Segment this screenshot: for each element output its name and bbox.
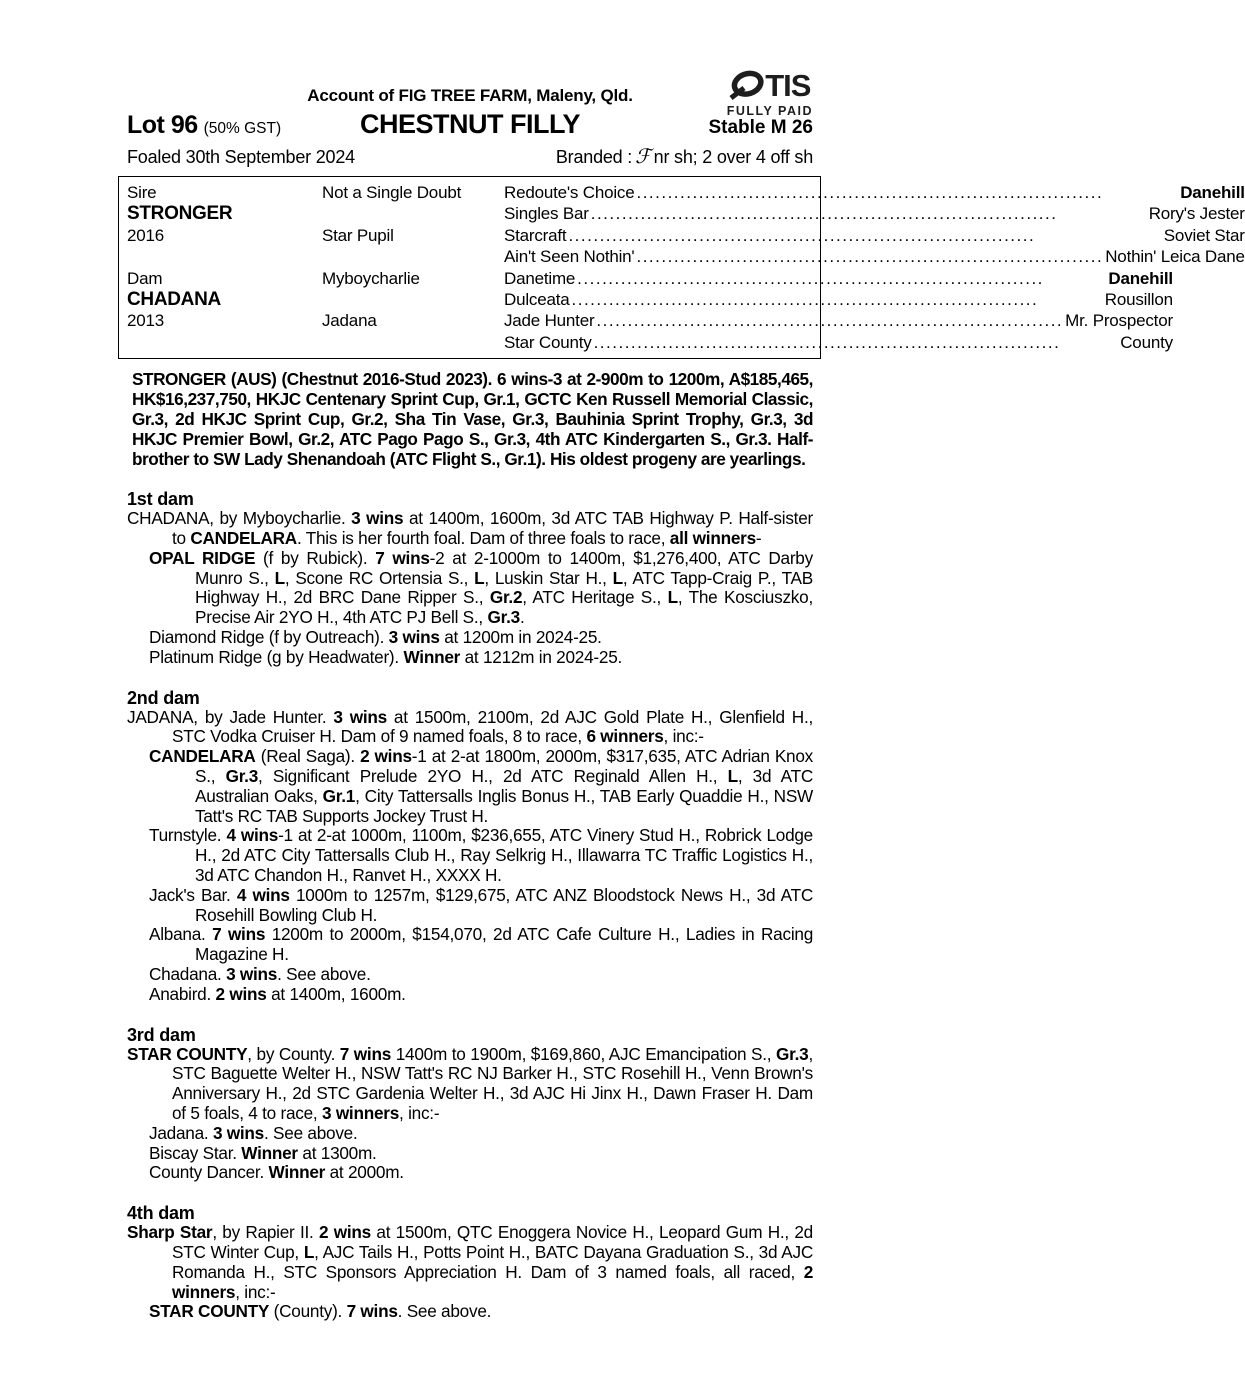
bold-text: 3 wins <box>333 706 387 727</box>
text: , City Tattersalls Inglis Bonus H., TAB Early Quaddie H., NSW Tatt's RC TAB Supports Jockey Trust H. <box>195 785 814 826</box>
bold-text: 6 winners <box>586 726 664 747</box>
text: -1 at 2-at 1800m, 2000m, $317,635, ATC Adrian Knox S., <box>195 746 813 787</box>
pedigree-ancestor-row <box>504 310 1173 331</box>
spacer <box>322 203 504 224</box>
pedigree-parent-name: Star Pupil <box>322 225 394 245</box>
dam-paragraph <box>127 708 813 748</box>
progeny-paragraph <box>127 1163 813 1183</box>
progeny-paragraph <box>127 925 813 965</box>
bold-text: CANDELARA <box>149 746 256 767</box>
dot-leader <box>577 268 1106 289</box>
pedigree-year: 2013 <box>127 311 165 331</box>
text: Platinum Ridge (g by Headwater). <box>149 646 404 667</box>
section-heading: 4th dam <box>127 1203 195 1224</box>
bold-text: Gr.1 <box>322 785 356 806</box>
bold-text: all winners <box>669 528 756 549</box>
dam-paragraph <box>127 1045 813 1124</box>
ancestor-dam-name: County <box>1120 332 1173 352</box>
text: (Real Saga). <box>255 746 361 767</box>
bold-text: Gr.3 <box>776 1043 809 1064</box>
text: , 3d ATC Australian Oaks, <box>195 766 813 806</box>
lot-number: Lot 96 <box>127 111 198 139</box>
text: , AJC Tails H., Potts Point H., BATC Dayana Graduation S., 3d AJC Romanda H., STC Sponsors Appreciation H. Dam of 3 named foals, all raced, <box>172 1241 813 1282</box>
ancestor-sire-name: Star County <box>504 332 592 352</box>
text: - <box>755 528 762 549</box>
text: Turnstyle. <box>149 825 227 846</box>
text: , inc:- <box>399 1102 440 1123</box>
section-heading: 3rd dam <box>127 1024 196 1045</box>
text: , by County. <box>247 1043 340 1064</box>
ancestor-sire-name: Redoute's Choice <box>504 183 635 202</box>
page-title: CHESTNUT FILLY <box>359 109 580 139</box>
branded-description: nr sh; 2 over 4 off sh <box>653 147 813 167</box>
pedigree-ancestor-row <box>504 289 1173 310</box>
dot-leader <box>636 182 1178 203</box>
pedigree-ancestor-row <box>504 225 1245 246</box>
text: . See above. <box>397 1301 492 1322</box>
gst-note: (50% GST) <box>203 120 282 137</box>
text: 1200m to 2000m, $154,070, 2d ATC Cafe Culture H., Ladies in Racing Magazine H. <box>195 924 814 965</box>
bold-text: Winner <box>403 646 461 667</box>
dot-leader <box>568 225 1161 246</box>
pedigree-parent-name: Jadana <box>322 311 377 331</box>
text: at 2000m. <box>325 1162 404 1183</box>
branded-label: Branded : <box>555 147 633 167</box>
qtis-fully-paid-label: FULLY PAID <box>726 104 813 118</box>
brand-mark-icon: ℱ <box>635 144 651 168</box>
branded-info <box>556 144 813 168</box>
bold-text: 7 wins <box>212 924 266 945</box>
pedigree-sections <box>127 489 813 1322</box>
foaled-date: Foaled 30th September 2024 <box>127 147 355 167</box>
bold-text: 4 wins <box>226 825 279 846</box>
pedigree-ancestor-row <box>504 246 1245 267</box>
qtis-logo-wordmark <box>727 68 813 104</box>
ancestor-dam-name: Danehill <box>1180 183 1245 202</box>
bold-text: 3 wins <box>351 508 404 529</box>
text: . This is her fourth foal. Dam of three foals to race, <box>296 528 670 549</box>
pedigree-role-label: Dam <box>127 268 163 288</box>
ancestor-sire-name: Dulceata <box>504 290 570 310</box>
ancestor-sire-name: Singles Bar <box>504 204 589 224</box>
section-heading: 1st dam <box>127 489 194 510</box>
bold-text: L <box>612 567 623 588</box>
text: 1400m to 1900m, $169,860, AJC Emancipation S., <box>391 1043 777 1064</box>
pedigree-parent-name: Not a Single Doubt <box>322 183 462 202</box>
qtis-logo-text: TIS <box>765 68 811 103</box>
text: , ATC Heritage S., <box>522 587 668 608</box>
text: , inc:- <box>235 1281 276 1302</box>
text: , inc:- <box>663 726 704 747</box>
bold-text: 3 winners <box>321 1102 400 1123</box>
text: (County). <box>269 1301 347 1322</box>
pedigree-generation-2 <box>322 268 504 354</box>
bold-text: 7 wins <box>346 1301 398 1322</box>
text: Jack's Bar. <box>149 884 237 905</box>
progeny-paragraph <box>127 1144 813 1164</box>
bold-text: 2 winners <box>172 1261 813 1302</box>
pedigree-generation-3 <box>504 268 1173 354</box>
text: at 1300m. <box>297 1142 377 1163</box>
text: Biscay Star. <box>149 1142 242 1163</box>
bold-text: Winner <box>268 1162 326 1183</box>
text: at 1200m in 2024-25. <box>439 627 602 648</box>
progeny-paragraph <box>127 886 813 926</box>
page-content <box>127 68 1245 1322</box>
text: County Dancer. <box>149 1162 269 1183</box>
bold-text: Gr.3 <box>487 607 520 628</box>
dam-section <box>127 688 813 1005</box>
pedigree-generation-1 <box>127 182 322 268</box>
text: , Significant Prelude 2YO H., 2d ATC Reginald Allen H., <box>258 766 728 787</box>
dam-paragraph <box>127 509 813 549</box>
dot-leader <box>636 246 1103 267</box>
progeny-paragraph <box>127 648 813 668</box>
text: Jadana. <box>149 1122 213 1143</box>
dam-section <box>127 489 813 667</box>
lot-title-row <box>127 109 813 140</box>
qtis-logo <box>727 68 813 118</box>
account-line: Account of FIG TREE FARM, Maleny, Qld. <box>307 86 633 105</box>
bold-text: L <box>274 567 285 588</box>
bold-text: 4 wins <box>236 884 290 905</box>
pedigree-block <box>127 268 1173 354</box>
bold-text: STAR COUNTY <box>127 1043 248 1064</box>
text: CHADANA, by Myboycharlie. <box>127 508 352 529</box>
text: Diamond Ridge (f by Outreach). <box>149 627 389 648</box>
progeny-paragraph <box>127 965 813 985</box>
ancestor-dam-name: Soviet Star <box>1163 225 1245 245</box>
text: at 1400m, 1600m. <box>266 983 406 1004</box>
progeny-paragraph <box>127 1124 813 1144</box>
pedigree-generation-1 <box>127 268 322 354</box>
bold-text: L <box>303 1241 315 1262</box>
progeny-paragraph <box>127 985 813 1005</box>
ancestor-sire-name: Jade Hunter <box>504 311 595 331</box>
bold-text: Gr.2 <box>489 587 523 608</box>
ancestor-sire-name: Danetime <box>504 268 576 288</box>
progeny-paragraph <box>127 1302 813 1322</box>
qtis-q-icon <box>729 71 765 101</box>
ancestor-dam-name: Danehill <box>1108 268 1173 288</box>
bold-text: STRONGER (AUS) (Chestnut 2016-Stud 2023). 6 wins-3 at 2-900m to 1200m, A$185,465, HK$16,237,750, HKJC Centenary Sprint Cup, Gr.1, GCTC Ken Russell Memorial Classic, Gr.3, 2d HKJC Sprint Cup, Gr.2, Sha Tin Vase, Gr.3, Bauhinia Sprint Trophy, Gr.3, 3d HKJC Premier Bowl, Gr.2, ATC Pago Pago S., Gr.3, 4th ATC Kindergarten S., Gr.3. Half-brother to SW Lady Shenandoah (ATC Flight S., Gr.1). His oldest progeny are yearlings. <box>132 369 813 470</box>
stable-number: Stable M 26 <box>708 117 813 138</box>
bold-text: 7 wins <box>375 547 430 568</box>
ancestor-sire-name: Ain't Seen Nothin' <box>504 247 635 267</box>
text: -2 at 2-1000m to 1400m, $1,276,400, ATC Darby Munro S., <box>195 547 813 588</box>
text: , by Rapier II. <box>212 1222 319 1243</box>
text: Anabird. <box>149 983 216 1004</box>
progeny-paragraph <box>127 747 813 826</box>
text: Chadana. <box>149 963 227 984</box>
bold-text: OPAL RIDGE <box>149 547 256 568</box>
ancestor-sire-name: Starcraft <box>504 225 567 245</box>
ancestor-dam-name: Mr. Prospector <box>1065 311 1173 331</box>
dot-leader <box>594 332 1119 353</box>
pedigree-ancestor-row <box>504 182 1245 203</box>
pedigree-block <box>127 182 1245 268</box>
text: . <box>519 607 525 628</box>
text: JADANA, by Jade Hunter. <box>127 706 334 727</box>
bold-text: L <box>667 587 678 608</box>
text: at 1500m, 2100m, 2d AJC Gold Plate H., Glenfield H., STC Vodka Cruiser H. Dam of 9 named foals, 8 to race, <box>172 706 813 747</box>
dam-section <box>127 1203 813 1322</box>
foaled-branded-row <box>127 144 813 168</box>
pedigree-table <box>118 176 1245 359</box>
pedigree-horse-name: CHADANA <box>127 289 221 311</box>
sire-summary <box>127 369 813 469</box>
pedigree-year: 2016 <box>127 225 165 245</box>
progeny-paragraph <box>127 549 813 628</box>
bold-text: L <box>727 766 738 787</box>
bold-text: L <box>474 567 485 588</box>
pedigree-ancestor-row <box>504 268 1173 289</box>
text: . See above. <box>277 963 371 984</box>
bold-text: STAR COUNTY <box>149 1301 270 1322</box>
bold-text: 2 wins <box>360 746 412 767</box>
bold-text: 2 wins <box>319 1222 371 1243</box>
bold-text: 2 wins <box>215 983 267 1004</box>
dam-section <box>127 1025 813 1184</box>
text: , ATC Tapp-Craig P., TAB Highway H., 2d BRC Dane Ripper S., <box>195 567 813 608</box>
bold-text: Sharp Star <box>127 1222 213 1243</box>
ancestor-dam-name: Rory's Jester <box>1148 204 1245 224</box>
text: , Scone RC Ortensia S., <box>284 567 475 588</box>
text: -1 at 2-at 1000m, 1100m, $236,655, ATC Vinery Stud H., Robrick Lodge H., 2d ATC City Tattersalls Club H., Ray Selkrig H., Illawarra TC Traffic Logistics H., 3d ATC Chandon H., Ranvet H., XXXX H. <box>195 825 813 885</box>
spacer <box>322 289 504 310</box>
bold-text: 3 wins <box>388 627 440 648</box>
pedigree-generation-3 <box>504 182 1245 268</box>
text: (f by Rubick). <box>255 547 376 568</box>
progeny-paragraph <box>127 826 813 885</box>
pedigree-ancestor-row <box>504 203 1245 224</box>
text: at 1500m, QTC Enoggera Novice H., Leopard Gum H., 2d STC Winter Cup, <box>172 1222 813 1262</box>
ancestor-dam-name: Nothin' Leica Dane <box>1105 247 1245 267</box>
text: , STC Baguette Welter H., NSW Tatt's RC NJ Barker H., STC Rosehill H., Venn Brown's Anniversary H., 2d STC Gardenia Welter H., 3d AJC Hi Jinx H., Dawn Fraser H. Dam of 5 foals, 4 to race, <box>172 1043 813 1123</box>
progeny-paragraph <box>127 628 813 648</box>
text: . See above. <box>264 1122 358 1143</box>
pedigree-ancestor-row <box>504 332 1173 353</box>
dam-paragraph <box>127 1223 813 1302</box>
bold-text: 3 wins <box>212 1122 264 1143</box>
pedigree-parent-name: Myboycharlie <box>322 268 420 288</box>
dot-leader <box>591 203 1147 224</box>
pedigree-generation-2 <box>322 182 504 268</box>
bold-text: Winner <box>241 1142 298 1163</box>
text: , Luskin Star H., <box>484 567 613 588</box>
bold-text: CANDELARA <box>190 528 297 549</box>
pedigree-role-label: Sire <box>127 183 157 202</box>
text: at 1400m, 1600m, 3d ATC TAB Highway P. Half-sister to <box>172 508 813 549</box>
lot-number-group <box>127 111 360 140</box>
section-heading: 2nd dam <box>127 687 200 708</box>
text: , The Kosciuszko, Precise Air 2YO H., 4th ATC PJ Bell S., <box>195 587 813 628</box>
dot-leader <box>572 289 1103 310</box>
ancestor-dam-name: Rousillon <box>1104 290 1173 310</box>
text: at 1212m in 2024-25. <box>460 646 623 667</box>
dot-leader <box>596 310 1063 331</box>
pedigree-horse-name: STRONGER <box>127 203 233 225</box>
text: 1000m to 1257m, $129,675, ATC ANZ Bloodstock News H., 3d ATC Rosehill Bowling Club H. <box>195 884 813 925</box>
bold-text: 7 wins <box>339 1043 392 1064</box>
text: Albana. <box>149 924 213 945</box>
bold-text: Gr.3 <box>225 766 259 787</box>
bold-text: 3 wins <box>226 963 278 984</box>
